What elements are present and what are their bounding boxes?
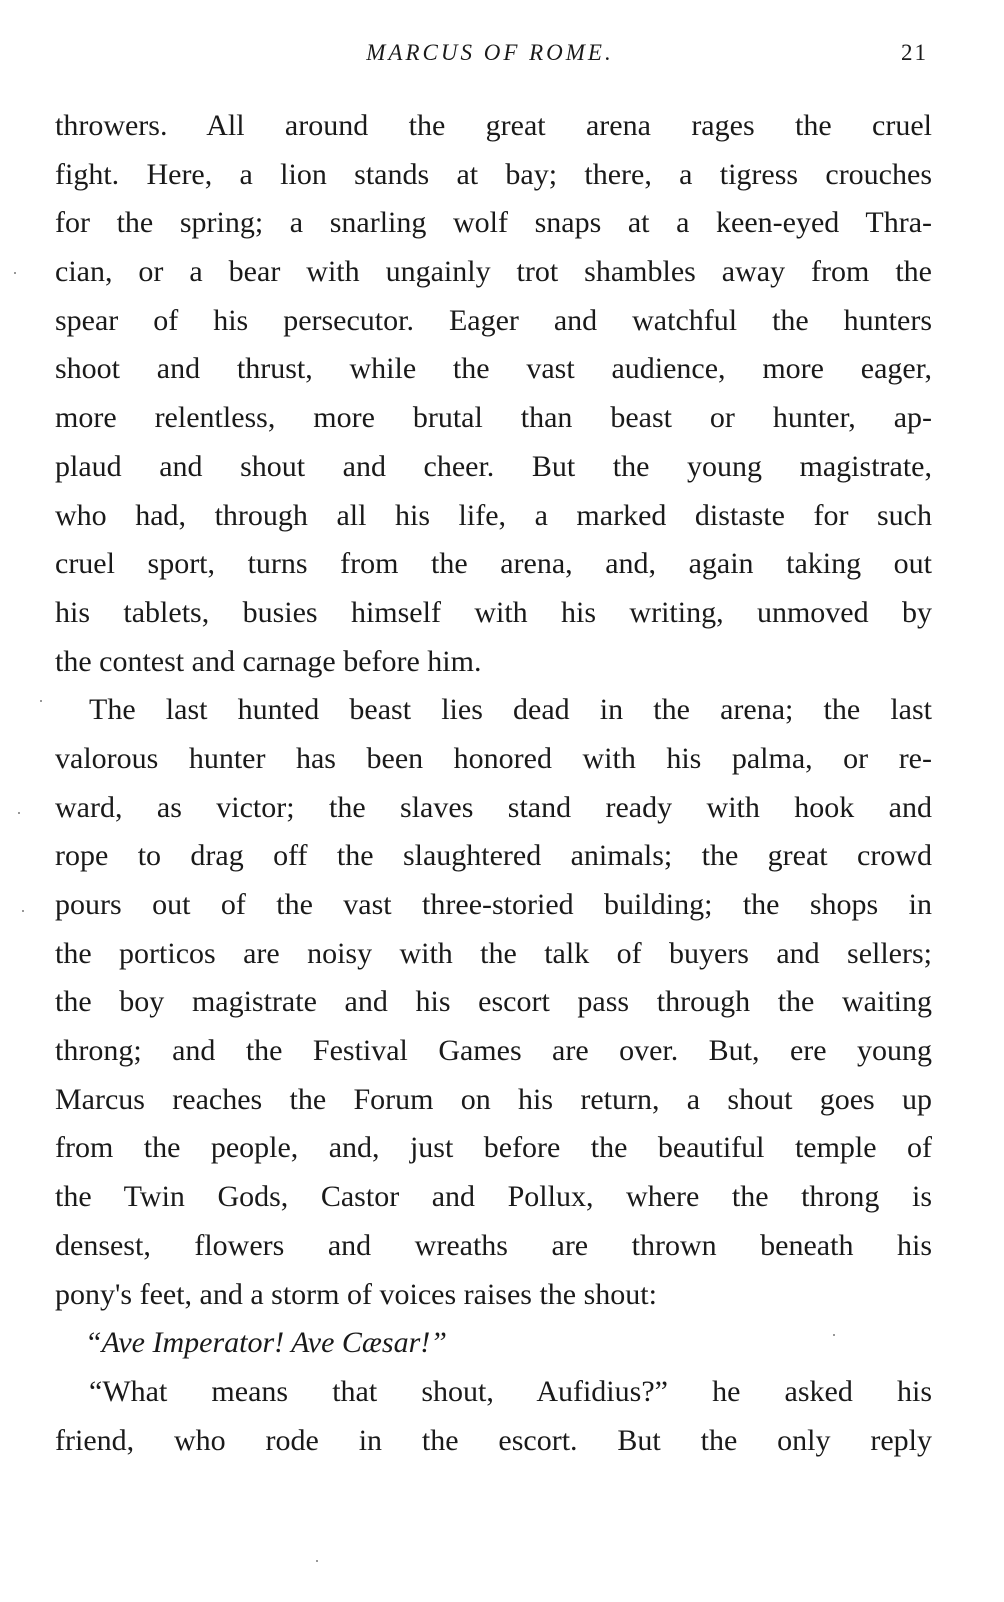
text-line: cruel sport, turns from the arena, and, again taking out (55, 547, 932, 581)
text-line: pours out of the vast three-storied building; the shops in (55, 888, 932, 921)
text-line: the contest and carnage before him. (55, 644, 482, 678)
running-title: MARCUS OF ROME. (366, 40, 614, 65)
text-line: throwers. All around the great arena rages the cruel (55, 109, 932, 142)
text-line: throng; and the Festival Games are over. But, ere young (55, 1034, 932, 1068)
running-head (0, 36, 1004, 76)
text-line: spear of his persecutor. Eager and watchful the hunters (55, 303, 932, 337)
text-line: ward, as victor; the slaves stand ready with hook and (55, 790, 932, 824)
text-line: his tablets, busies himself with his writing, unmoved by (55, 595, 932, 629)
text-line: who had, through all his life, a marked distaste for such (55, 498, 932, 532)
text-line: “What means that shout, Aufidius?” he asked his (89, 1374, 932, 1408)
text-line: pony's feet, and a storm of voices raises the shout: (55, 1277, 657, 1311)
text-line: fight. Here, a lion stands at bay; there, a tigress crouches (55, 157, 932, 191)
text-line: friend, who rode in the escort. But the only reply (55, 1423, 932, 1457)
text-line: the boy magistrate and his escort pass through the waiting (55, 985, 932, 1019)
text-line: densest, flowers and wreaths are thrown beneath his (55, 1228, 932, 1262)
scan-speck (18, 812, 20, 814)
text-line: cian, or a bear with ungainly trot shambles away from the (55, 255, 932, 289)
quotation-line: “Ave Imperator! Ave Cæsar!” (85, 1326, 447, 1360)
body-text (55, 102, 932, 1465)
scan-speck (40, 700, 42, 702)
text-line: The last hunted beast lies dead in the arena; the last (89, 693, 932, 727)
scan-speck (22, 910, 24, 912)
text-line: plaud and shout and cheer. But the young magistrate, (55, 449, 932, 483)
text-line: shoot and thrust, while the vast audience, more eager, (55, 352, 932, 386)
text-line: the Twin Gods, Castor and Pollux, where the throng is (55, 1180, 932, 1214)
scan-speck (14, 272, 16, 274)
text-line: for the spring; a snarling wolf snaps at a keen-eyed Thra- (55, 206, 932, 240)
text-line: the porticos are noisy with the talk of buyers and sellers; (55, 936, 932, 970)
scan-speck (316, 1560, 318, 1562)
text-line: valorous hunter has been honored with his palma, or re- (55, 741, 932, 775)
text-line: more relentless, more brutal than beast or hunter, ap- (55, 401, 932, 435)
text-line: Marcus reaches the Forum on his return, a shout goes up (55, 1082, 932, 1116)
text-line: rope to drag off the slaughtered animals; the great crowd (55, 839, 932, 873)
page-number: 21 (901, 40, 928, 65)
scan-speck (833, 1334, 835, 1336)
text-line: from the people, and, just before the beautiful temple of (55, 1131, 932, 1165)
